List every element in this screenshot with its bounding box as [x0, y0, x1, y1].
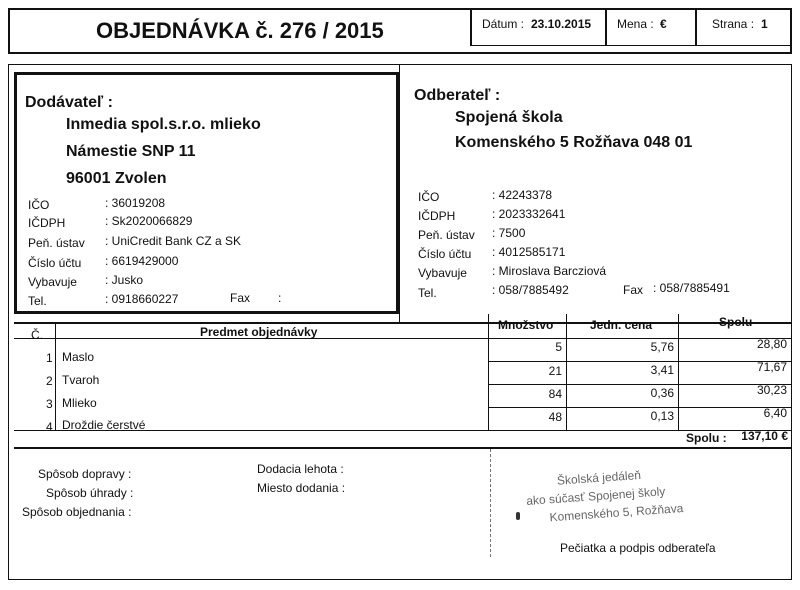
col-line-qty [488, 314, 489, 431]
supplier-contact-label: Vybavuje [28, 275, 77, 289]
row-4-total: 6,40 [763, 406, 787, 420]
row-2-qty: 21 [548, 364, 562, 378]
sum-label: Spolu : [686, 431, 727, 445]
supplier-ico-value: : 36019208 [105, 196, 166, 210]
table-top-border [14, 322, 792, 324]
supplier-heading: Dodávateľ : [25, 94, 113, 111]
customer-fax-value: : 058/7885491 [653, 281, 730, 295]
customer-contact-label: Vybavuje [418, 266, 467, 280]
transport-label: Spôsob dopravy : [38, 467, 132, 481]
row-2-unit-price: 3,41 [650, 363, 674, 377]
page-value: 1 [761, 17, 768, 31]
order-title: OBJEDNÁVKA č. 276 / 2015 [96, 18, 384, 43]
row-1-item: Maslo [62, 350, 95, 364]
customer-ico-value: : 42243378 [492, 188, 553, 202]
sum-value: 137,10 € [741, 429, 788, 443]
currency-value: € [660, 17, 667, 31]
table-bottom-border [14, 447, 792, 449]
row-3-no: 3 [46, 397, 53, 411]
customer-tel-value: : 058/7885492 [492, 283, 569, 297]
row-3-item: Mlieko [62, 396, 97, 410]
stamp-line-1: Školská jedáleň [556, 467, 642, 488]
customer-tel-label: Tel. [418, 286, 437, 300]
header-divider-1 [470, 8, 472, 46]
supplier-tel-label: Tel. [28, 294, 47, 308]
stamp-line-3: Komenského 5, Rožňava [549, 501, 684, 525]
supplier-city: 96001 Zvolen [66, 170, 167, 187]
customer-account-value: : 4012585171 [492, 245, 566, 259]
customer-account-label: Číslo účtu [418, 247, 472, 261]
col-header-total: Spolu [719, 315, 753, 329]
order-method-label: Spôsob objednania : [22, 505, 132, 519]
supplier-street: Námestie SNP 11 [66, 143, 196, 160]
col-header-qty: Množstvo [498, 318, 554, 332]
supplier-account-label: Číslo účtu [28, 256, 82, 270]
payment-label: Spôsob úhrady : [46, 486, 134, 500]
supplier-ico-label: IČO [28, 198, 50, 212]
delivery-term-label: Dodacia lehota : [257, 462, 344, 476]
col-line-no [55, 322, 56, 431]
page-label: Strana : [712, 17, 755, 31]
table-header-bottom [14, 338, 792, 339]
row-2-no: 2 [46, 374, 53, 388]
supplier-bank-label: Peň. ústav [28, 236, 85, 250]
customer-icdph-value: : 2023332641 [492, 207, 566, 221]
row-1-no: 1 [46, 351, 53, 365]
supplier-fax-label: Fax [230, 291, 251, 305]
col-header-item: Predmet objednávky [200, 325, 318, 339]
row-4-no: 4 [46, 420, 53, 434]
row-3-total: 30,23 [756, 383, 787, 397]
header-divider-2 [605, 8, 607, 46]
customer-box-divider [399, 64, 400, 324]
row-1-qty: 5 [555, 340, 562, 354]
row-2-item: Tvaroh [62, 373, 100, 387]
stamp-caption: Pečiatka a podpis odberateľa [560, 541, 716, 555]
row-1-unit-price: 5,76 [650, 340, 674, 354]
supplier-name: Inmedia spol.s.r.o. mlieko [66, 116, 261, 133]
supplier-icdph-value: : Sk2020066829 [105, 214, 193, 228]
col-header-unit-price: Jedn. cena [590, 318, 653, 332]
header-underline [470, 45, 792, 46]
supplier-fax-value: : [278, 291, 282, 305]
customer-bank-label: Peň. ústav [418, 228, 475, 242]
customer-icdph-label: IČDPH [418, 209, 456, 223]
currency-label: Mena : [617, 17, 654, 31]
row-4-item: Droždie čerstvé [62, 418, 146, 432]
row-3-qty: 84 [548, 387, 562, 401]
delivery-place-label: Miesto dodania : [257, 481, 346, 495]
stamp-line-2: ako súčasť Spojenej školy [525, 484, 666, 508]
customer-ico-label: IČO [418, 190, 440, 204]
row-3-unit-price: 0,36 [650, 386, 674, 400]
supplier-tel-value: : 0918660227 [105, 292, 179, 306]
supplier-icdph-label: IČDPH [28, 216, 66, 230]
supplier-account-value: : 6619429000 [105, 254, 179, 268]
customer-address: Komenského 5 Rožňava 048 01 [455, 134, 693, 151]
customer-heading: Odberateľ : [414, 87, 501, 104]
customer-bank-value: : 7500 [492, 226, 526, 240]
customer-name: Spojená škola [455, 109, 563, 126]
date-value: 23.10.2015 [531, 17, 592, 31]
col-line-price [566, 314, 567, 431]
customer-contact-value: : Miroslava Barcziová [492, 264, 607, 278]
supplier-bank-value: : UniCredit Bank CZ a SK [105, 234, 242, 248]
date-label: Dátum : [482, 17, 525, 31]
row-1-total: 28,80 [756, 337, 787, 351]
supplier-contact-value: : Jusko [105, 273, 144, 287]
signature-mark [516, 512, 520, 520]
row-2-total: 71,67 [756, 360, 787, 374]
customer-fax-label: Fax [623, 283, 644, 297]
header-divider-3 [695, 8, 697, 46]
col-header-no: Č. [31, 328, 43, 342]
col-line-total [678, 314, 679, 431]
signature-divider [490, 449, 491, 557]
row-4-qty: 48 [548, 410, 562, 424]
row-4-unit-price: 0,13 [650, 409, 674, 423]
